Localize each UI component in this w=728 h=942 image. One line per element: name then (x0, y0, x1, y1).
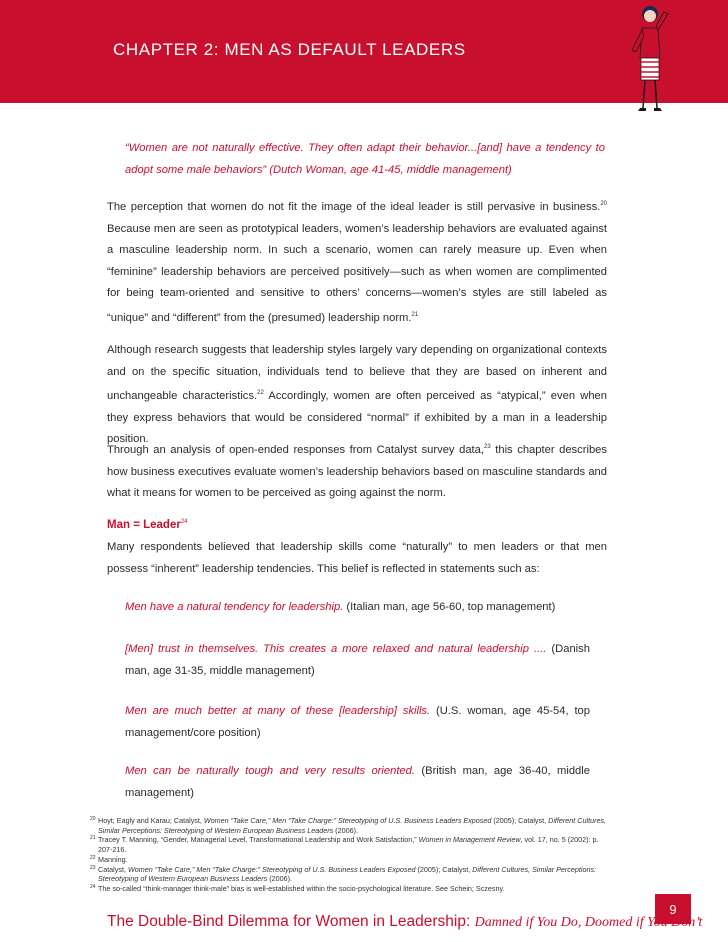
opening-quote: “Women are not naturally effective. They often adapt their behavior...[and] have a tendency to adopt some male behaviors” (Dutch Woman, age 41-45, middle management) (125, 142, 605, 176)
footnotes (90, 816, 610, 894)
footer-title: The Double-Bind Dilemma for Women in Leadership: Damned if You Do, Doomed if You Don’t (107, 913, 703, 930)
section-intro: Many respondents believed that leadership skills come “naturally” to men leaders or that men possess “inherent” leadership tendencies. This belief is reflected in statements such as: (107, 541, 607, 575)
paragraph-1: The perception that women do not fit the image of the ideal leader is still pervasive in business.$^{20}$ Because men are seen as prototypical leaders, women’s leadership behaviors are evaluated against a masculine leadership norm. In such a scenario, women can rarely measure up. Even when “feminine” leadership behaviors are perceived positively—such as when women are complimented for being team-oriented and sensitive to others’ concerns—women’s styles are still labeled as “unique” and “different” from the (presumed) leadership norm.$^{21}$ (107, 201, 607, 324)
section-heading: Man = Leader$^{24}$ (107, 519, 188, 531)
footnote: 20 Hoyt; Eagly and Karau; Catalyst, Women “Take Care,” Men “Take Charge:” Stereotyping of U.S. Business Leaders Exposed (2005); Catalyst, Different Cultures, Similar Perceptions: Stereotyping of Western European Business Leaders (2006). (90, 816, 607, 835)
page-number: 9 (655, 894, 691, 924)
footnote-ref: 24 (180, 519, 188, 525)
footnote-ref: 22 (257, 390, 264, 396)
footnote: 24 The so-called “think-manager think-male” bias is well-established within the socio-psychological literature. See Schein; Sczesny. (90, 883, 505, 893)
footnote: 22 Manning. (90, 854, 128, 864)
footnote-ref: 23 (483, 444, 491, 450)
respondent-quote: [Men] trust in themselves. This creates a more relaxed and natural leadership .... (Danish man, age 31-35, middle management) (125, 643, 590, 677)
footnote-ref: 21 (411, 311, 419, 318)
respondent-quote: Men can be naturally tough and very results oriented. (British man, age 36-40, middle management) (125, 765, 590, 799)
footnote-ref: 20 (600, 201, 607, 207)
woman-illustration (620, 0, 680, 120)
respondent-quote: Men are much better at many of these [leadership] skills. (U.S. woman, age 45-54, top management/core position) (125, 705, 590, 739)
paragraph-3: Through an analysis of open-ended responses from Catalyst survey data,$^{23}$ this chapter describes how business executives evaluate women’s leadership behaviors based on masculine standards and what it means for women to be perceived as going against the norm. (107, 444, 607, 499)
paragraph-2: Although research suggests that leadership styles largely vary depending on organizational contexts and on the specific situation, individuals tend to believe that they are based on inherent and unchangeable characteristics.$^{22}$ Accordingly, women are often perceived as “atypical,” even when they express behaviors that would be considered “normal” if exhibited by a man in a leadership position. (107, 344, 607, 445)
footnote: 23 Catalyst, Women “Take Care,” Men “Take Charge:” Stereotyping of U.S. Business Leaders Exposed (2005); Catalyst, Different Cultures, Similar Perceptions: Stereotyping of Western European Business Leaders (2006). (90, 864, 597, 884)
chapter-title: CHAPTER 2: MEN AS DEFAULT LEADERS (113, 40, 466, 59)
footnote: 21 Tracey T. Manning, “Gender, Managerial Level, Transformational Leadership and Work Satisfaction,” Women in Management Review, vol. 17, no. 5 (2002): p. 207-216. (90, 835, 599, 855)
respondent-quote: Men have a natural tendency for leadership. (Italian man, age 56-60, top management) (125, 601, 556, 613)
